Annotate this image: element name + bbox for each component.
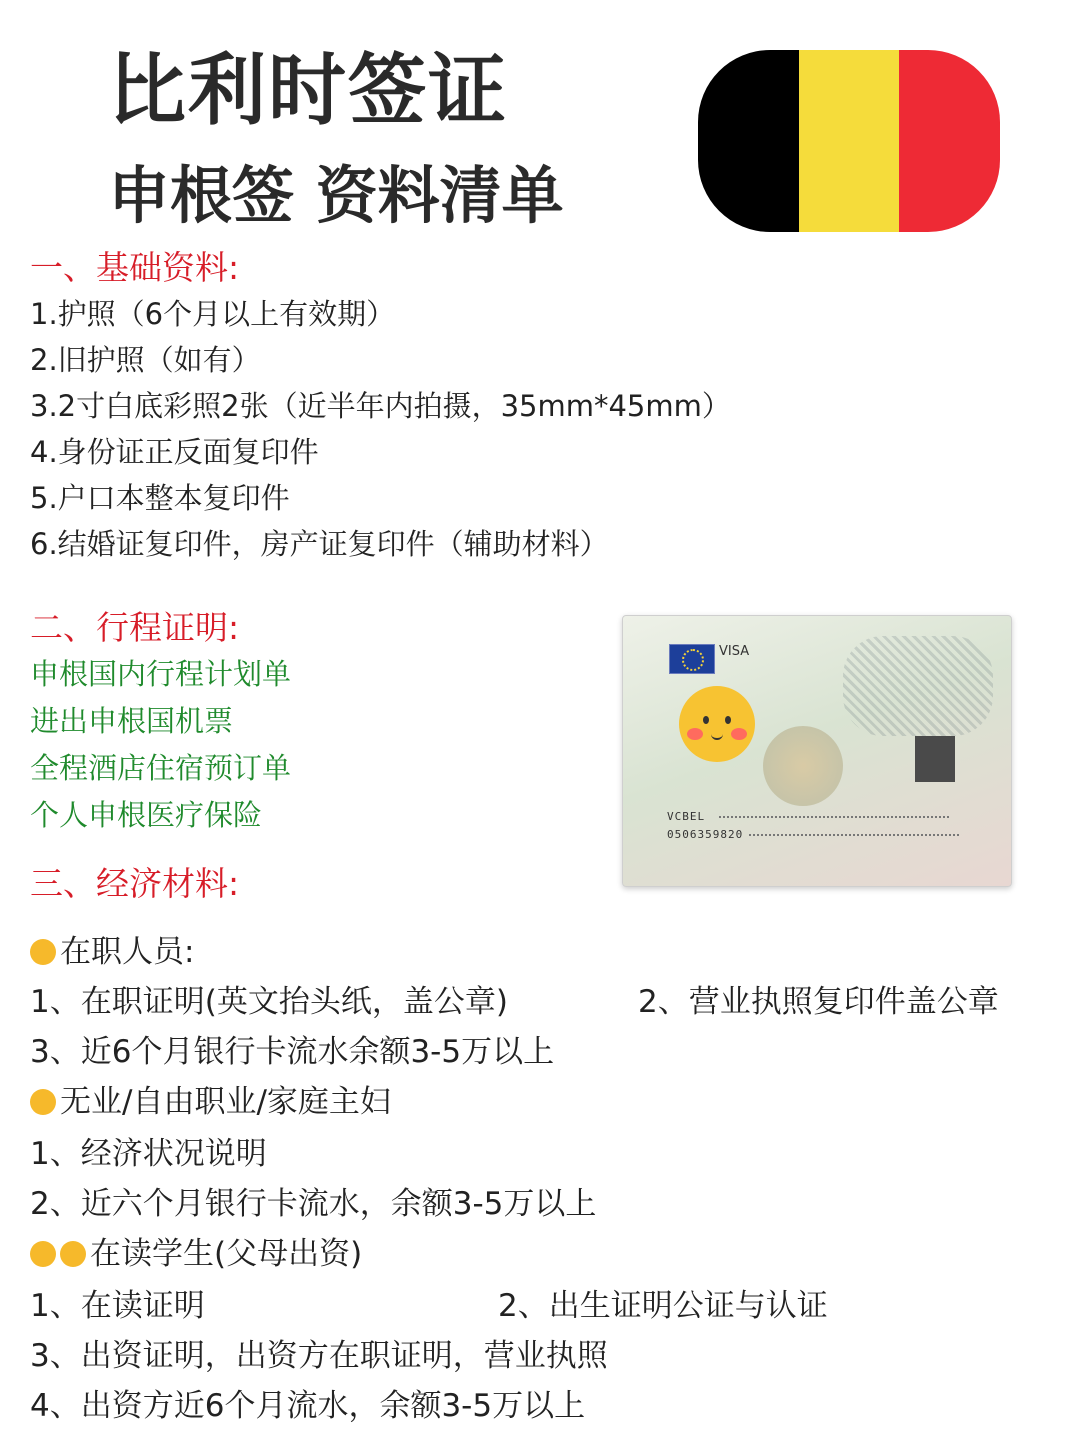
seal-icon bbox=[763, 726, 843, 806]
child-emoji-icon bbox=[30, 1241, 56, 1267]
unemployed-title bbox=[30, 1076, 391, 1121]
list-item: 4、出资方近6个月流水，余额3-5万以上 bbox=[30, 1388, 586, 1424]
visa-label: VISA bbox=[719, 644, 750, 659]
list-item: 申根国内行程计划单 bbox=[30, 657, 292, 691]
list-item: 2、近六个月银行卡流水，余额3-5万以上 bbox=[30, 1186, 597, 1222]
list-item: 1、在读证明 bbox=[30, 1288, 205, 1324]
list-item: 全程酒店住宿预订单 bbox=[30, 751, 292, 785]
list-item: 2.旧护照（如有） bbox=[30, 343, 261, 377]
flag-stripe-red bbox=[899, 50, 1000, 232]
eu-flag-icon bbox=[669, 644, 715, 674]
person-emoji-icon bbox=[30, 939, 56, 965]
list-item: 个人申根医疗保险 bbox=[30, 798, 263, 832]
list-item: 3、出资证明，出资方在职证明，营业执照 bbox=[30, 1338, 608, 1374]
eye-icon bbox=[703, 716, 709, 724]
belgium-flag-icon bbox=[698, 50, 1000, 232]
list-item: 1、经济状况说明 bbox=[30, 1136, 267, 1172]
eye-icon bbox=[725, 716, 731, 724]
employed-title-text: 在职人员: bbox=[60, 934, 195, 970]
employed-title bbox=[30, 926, 194, 971]
page-title: 比利时签证 bbox=[108, 46, 509, 136]
emoji-face-icon bbox=[679, 686, 755, 762]
list-item: 5.户口本整本复印件 bbox=[30, 481, 290, 515]
list-item: 2、营业执照复印件盖公章 bbox=[638, 984, 999, 1020]
cheek-icon bbox=[731, 728, 747, 740]
student-title-text: 在读学生(父母出资) bbox=[90, 1236, 363, 1272]
flag-stripe-black bbox=[698, 50, 799, 232]
list-item: 1.护照（6个月以上有效期） bbox=[30, 297, 396, 331]
mrz-line-1: VCBEL bbox=[667, 810, 706, 823]
person-emoji-icon bbox=[30, 1089, 56, 1115]
list-item: 1、在职证明(英文抬头纸，盖公章) bbox=[30, 984, 508, 1020]
list-item: 6.结婚证复印件，房产证复印件（辅助材料） bbox=[30, 527, 609, 561]
mrz-filler bbox=[719, 816, 949, 826]
chip-icon bbox=[915, 736, 955, 782]
section1-title: 一、基础资料: bbox=[30, 248, 240, 287]
unemployed-title-text: 无业/自由职业/家庭主妇 bbox=[60, 1084, 391, 1120]
section2-title: 二、行程证明: bbox=[30, 608, 240, 647]
list-item: 2、出生证明公证与认证 bbox=[498, 1288, 828, 1324]
mouth-icon bbox=[711, 732, 723, 740]
list-item: 3、近6个月银行卡流水余额3-5万以上 bbox=[30, 1034, 555, 1070]
list-item: 进出申根国机票 bbox=[30, 704, 234, 738]
visa-sticker-image bbox=[622, 615, 1012, 887]
student-title bbox=[30, 1228, 362, 1273]
hologram-pattern bbox=[843, 636, 993, 736]
page-subtitle: 申根签 资料清单 bbox=[108, 159, 564, 232]
mrz-filler bbox=[749, 834, 959, 844]
mrz-line-2: 0506359820 bbox=[667, 828, 744, 841]
list-item: 3.2寸白底彩照2张（近半年内拍摄，35mm*45mm） bbox=[30, 389, 731, 423]
cheek-icon bbox=[687, 728, 703, 740]
list-item: 4.身份证正反面复印件 bbox=[30, 435, 319, 469]
flag-stripe-yellow bbox=[799, 50, 900, 232]
child-emoji-icon bbox=[60, 1241, 86, 1267]
section3-title: 三、经济材料: bbox=[30, 864, 240, 903]
